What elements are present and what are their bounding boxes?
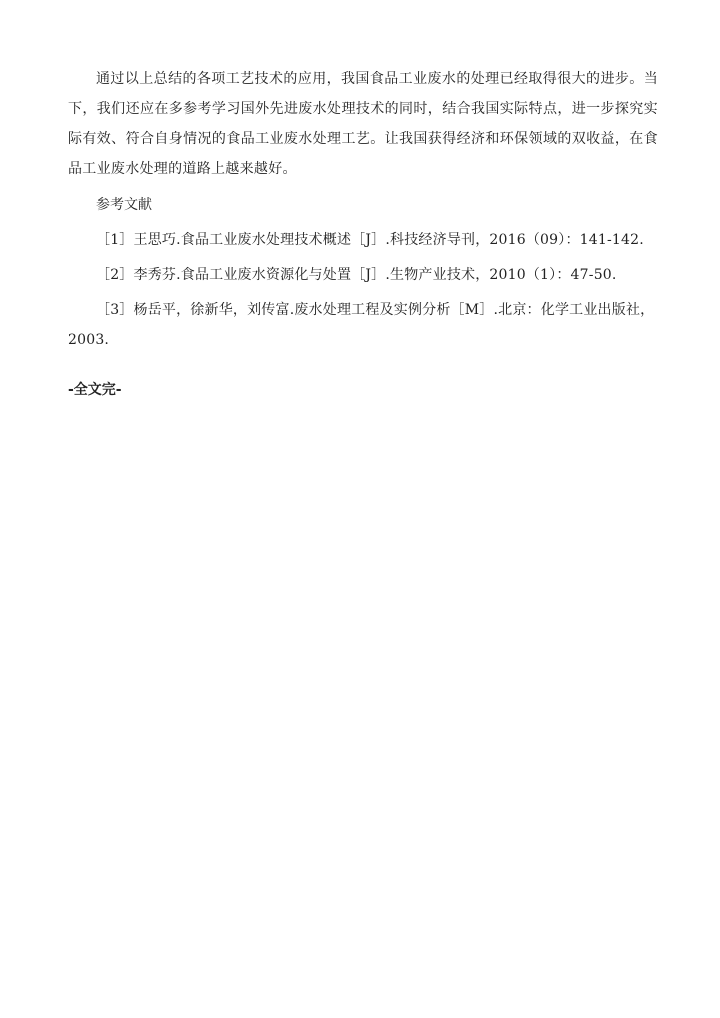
references-list xyxy=(68,225,658,355)
references-heading: 参考文献 xyxy=(96,197,152,213)
reference-item-3: ［3］杨岳平，徐新华，刘传富.废水处理工程及实例分析［M］.北京：化学工业出版社，2003. xyxy=(68,302,655,348)
end-of-document-mark: -全文完- xyxy=(68,382,122,398)
body-paragraph: 通过以上总结的各项工艺技术的应用，我国食品工业废水的处理已经取得很大的进步。当下，我们还应在多参考学习国外先进废水处理技术的同时，结合我国实际特点，进一步探究实际有效、符合自身情况的食品工业废水处理工艺。让我国获得经济和环保领域的双收益，在食品工业废水处理的道路上越来越好。 xyxy=(68,71,658,177)
reference-item-2: ［2］李秀芬.食品工业废水资源化与处置［J］.生物产业技术，2010（1）：47-50. xyxy=(96,267,617,283)
reference-item-1: ［1］王思巧.食品工业废水处理技术概述［J］.科技经济导刊，2016（09）：141-142. xyxy=(96,232,644,248)
document-page xyxy=(68,64,658,399)
